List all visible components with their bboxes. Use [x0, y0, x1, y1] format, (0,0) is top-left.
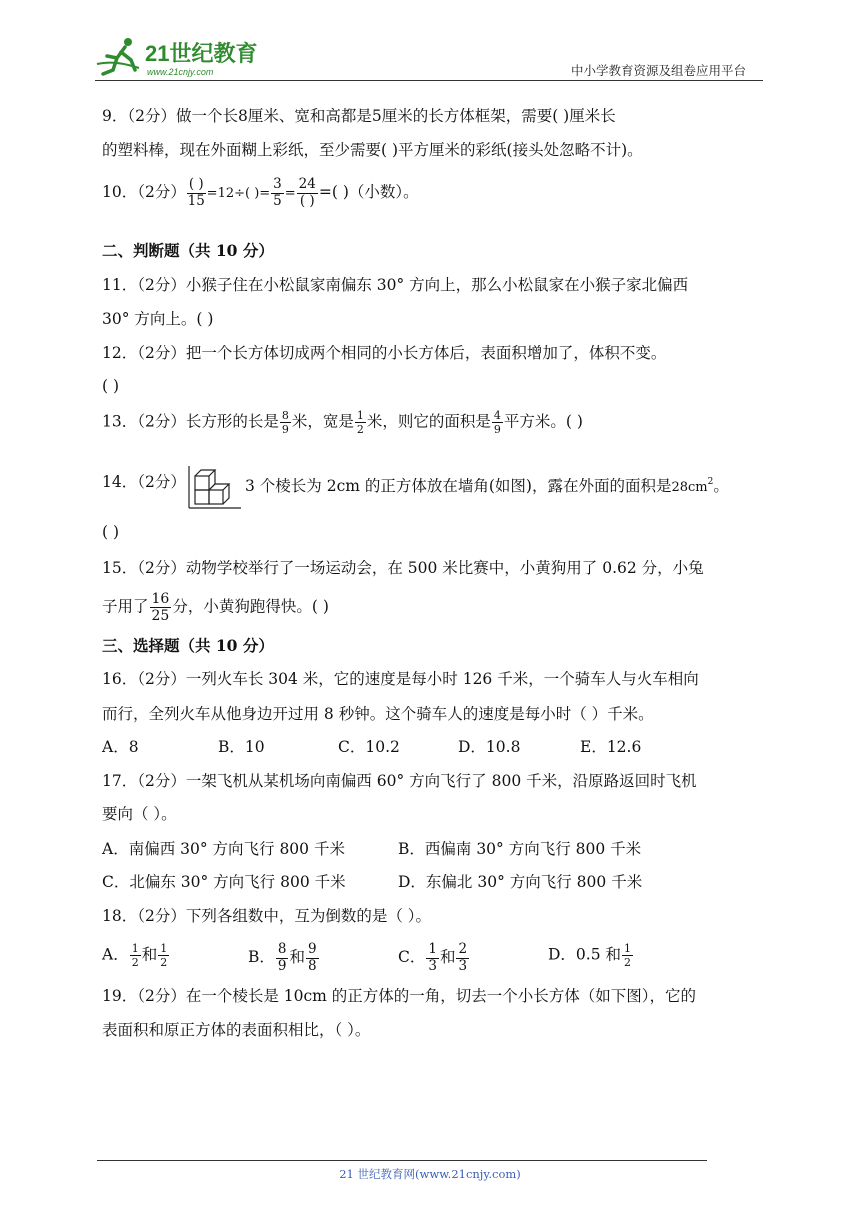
q10	[102, 178, 419, 208]
section-2-title: 二、判断题（共 10 分）	[102, 241, 274, 260]
q16-option-b[interactable]: B．10	[218, 738, 265, 756]
q13	[102, 410, 583, 435]
q18-option-c[interactable]: C． $\frac{1}{3}$ 和 $\frac{2}{3}$	[398, 941, 468, 974]
q17-options-row1	[102, 838, 762, 860]
q17-options-row2	[102, 871, 762, 893]
footer-divider	[97, 1160, 707, 1161]
q13-area-fraction: $\frac{4}{9}$	[493, 409, 501, 436]
footer-text: 21 世纪教育网(www.21cnjy.com)	[339, 1167, 521, 1181]
q18-option-d[interactable]: D．0.5 和 $\frac{1}{2}$	[548, 942, 632, 969]
q16-options	[102, 736, 762, 758]
q17-option-d[interactable]: D．东偏北 30° 方向飞行 800 千米	[398, 873, 643, 891]
logo-text: 21世纪教育	[145, 41, 258, 66]
q16-line1: 16．（2分）一列火车长 304 米，它的速度是每小时 126 千米，一个骑车人与火车相向	[102, 670, 699, 688]
q10-suffix: =( )（小数）。	[318, 183, 419, 201]
q15-prefix2: 子用了	[102, 597, 149, 616]
q13-mid1: 米，宽是	[291, 412, 354, 431]
q17-option-a[interactable]: A．南偏西 30° 方向飞行 800 千米	[102, 840, 345, 858]
header-platform-text: 中小学教育资源及组卷应用平台	[571, 63, 747, 78]
q17-line2: 要向（ ）。	[102, 805, 177, 823]
q11-line1: 11．（2分）小猴子住在小松鼠家南偏东 30° 方向上，那么小松鼠家在小猴子家北偏西	[102, 276, 689, 294]
q13-suffix: 平方米。( )	[503, 412, 583, 431]
q16-option-d[interactable]: D．10.8	[458, 738, 521, 756]
logo-url: www.21cnjy.com	[147, 67, 214, 77]
section-3-title: 三、选择题（共 10 分）	[102, 636, 274, 655]
q19-line2: 表面积和原正方体的表面积相比，（ ）。	[102, 1021, 371, 1039]
q16-option-e[interactable]: E．12.6	[580, 738, 642, 756]
q18-options	[102, 940, 762, 974]
q17-line1: 17．（2分）一架飞机从某机场向南偏西 60° 方向飞行了 800 千米，沿原路返回时飞机	[102, 772, 697, 790]
corner-cubes-figure	[185, 462, 243, 510]
q14-text: 3 个棱长为 2cm 的正方体放在墙角(如图)，露在外面的面积是	[245, 477, 672, 495]
q14-area-value: 28cm	[671, 480, 708, 495]
q18-option-b[interactable]: B． $\frac{8}{9}$ 和 $\frac{9}{8}$	[248, 941, 317, 974]
q10-fraction-1: $\frac{( )}{15}$	[187, 176, 205, 209]
q18-option-a[interactable]: A． $\frac{1}{2}$ 和 $\frac{1}{2}$	[102, 942, 168, 969]
q10-fraction-3: $\frac{24}{( )}$	[298, 176, 316, 209]
q10-mid1: =12÷( )=	[206, 186, 271, 201]
q16-line2: 而行，全列火车从他身边开过用 8 秒钟。这个骑车人的速度是每小时（ ）千米。	[102, 705, 654, 723]
q13-prefix: 13．（2分）长方形的长是	[102, 412, 279, 431]
q13-width-fraction: $\frac{1}{2}$	[356, 409, 364, 436]
q19-line1: 19．（2分）在一个棱长是 10cm 的正方体的一角，切去一个小长方体（如下图），它的	[102, 987, 697, 1005]
q15-suffix2: 分，小黄狗跑得快。( )	[172, 597, 329, 616]
q14-end: 。	[713, 477, 729, 495]
runner-icon	[97, 38, 139, 74]
q13-mid2: 米，则它的面积是	[366, 412, 491, 431]
q18-line1: 18．（2分）下列各组数中，互为倒数的是（ ）。	[102, 907, 432, 925]
q16-option-a[interactable]: A．8	[102, 738, 139, 756]
q9-line1: 9．（2分）做一个长8厘米、宽和高都是5厘米的长方体框架，需要( )厘米长	[102, 107, 616, 125]
q17-option-c[interactable]: C．北偏东 30° 方向飞行 800 千米	[102, 873, 346, 891]
q14-area-exponent: 2	[707, 477, 714, 487]
q14-prefix: 14．（2分）	[102, 473, 186, 491]
q16-option-c[interactable]: C．10.2	[338, 738, 400, 756]
q13-length-fraction: $\frac{8}{9}$	[281, 409, 289, 436]
q10-prefix: 10．（2分）	[102, 183, 186, 201]
q14-text-line	[245, 471, 729, 499]
q15-line2	[102, 592, 329, 623]
q15-line1: 15．（2分）动物学校举行了一场运动会，在 500 米比赛中，小黄狗用了 0.62 分，小兔	[102, 559, 704, 577]
q17-option-b[interactable]: B．西偏南 30° 方向飞行 800 千米	[398, 840, 642, 858]
q10-mid2: =	[284, 186, 296, 201]
q10-fraction-2: $\frac{3}{5}$	[273, 176, 282, 209]
q15-rabbit-time-fraction: $\frac{16}{25}$	[151, 591, 170, 624]
q12-line2: ( )	[102, 377, 120, 395]
header-divider	[95, 80, 763, 81]
site-logo	[95, 34, 265, 80]
q14-line2: ( )	[102, 523, 120, 541]
q11-line2: 30° 方向上。( )	[102, 310, 214, 328]
q12-line1: 12．（2分）把一个长方体切成两个相同的小长方体后，表面积增加了，体积不变。	[102, 344, 667, 362]
q9-line2: 的塑料棒，现在外面糊上彩纸，至少需要( )平方厘米的彩纸(接头处忽略不计)。	[102, 141, 643, 159]
